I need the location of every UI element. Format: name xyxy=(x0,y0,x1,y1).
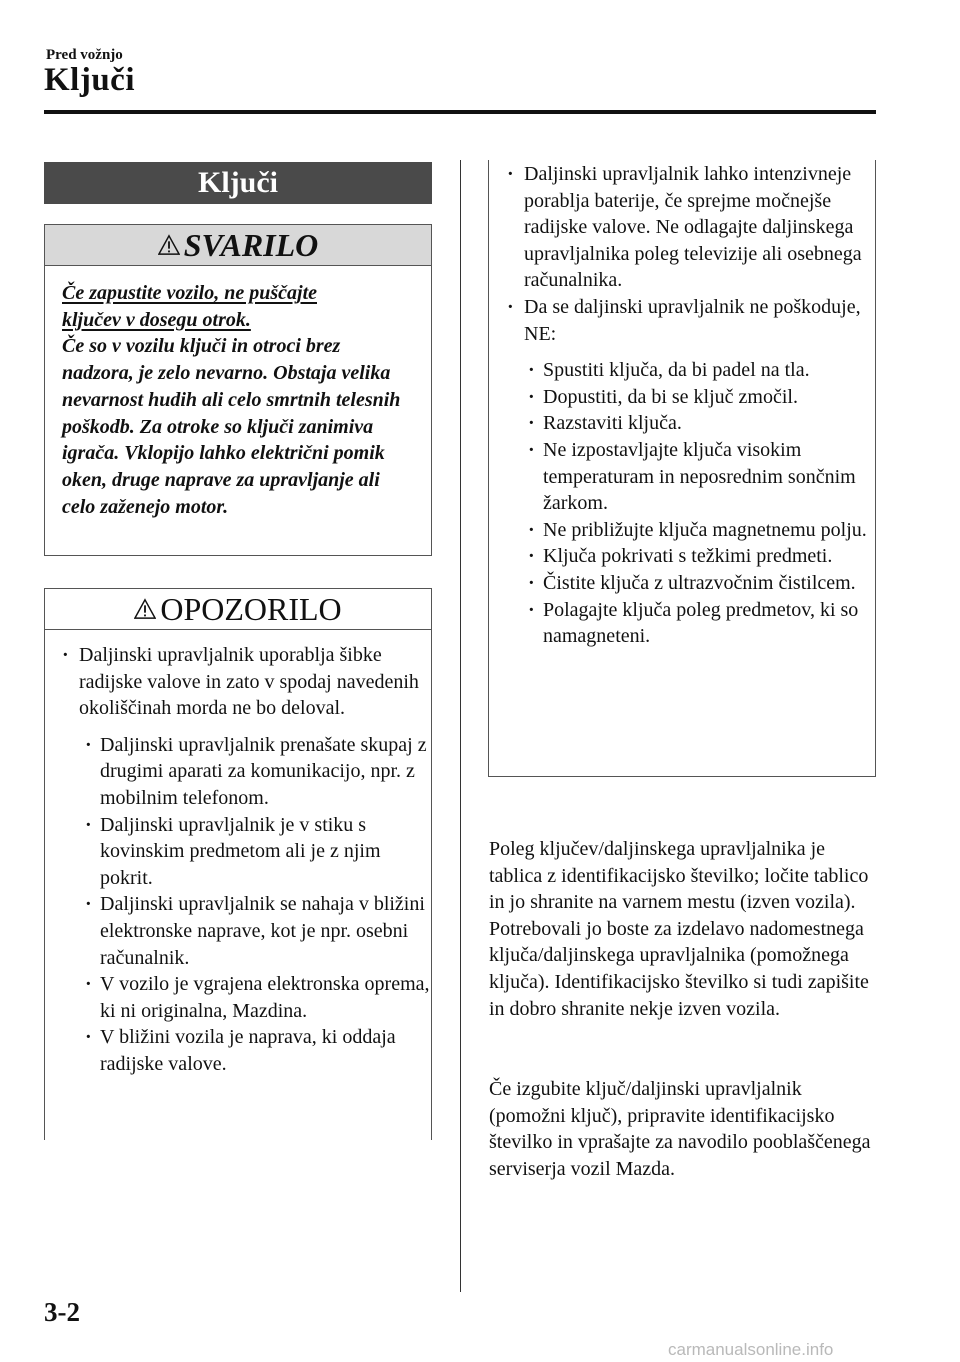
header-rule xyxy=(44,110,876,114)
caution-continued-box xyxy=(488,160,876,777)
page-heading: Ključi xyxy=(44,62,135,98)
warning-body xyxy=(45,266,431,520)
caution-bullet-list xyxy=(45,642,431,722)
list-item: · Polagajte ključa poleg predmetov, ki so namagneteni. xyxy=(489,597,875,650)
list-item: · Ne približujte ključa magnetnemu polju. xyxy=(489,517,875,544)
list-item: · Daljinski upravljalnik uporablja šibke radijske valove in zato v spodaj navedenih okoliščinah morda ne bo deloval. xyxy=(45,642,431,722)
warning-lead-line-2: ključev v dosegu otrok. xyxy=(62,308,251,331)
warning-header xyxy=(45,225,431,266)
section-label: Pred vožnjo xyxy=(46,47,123,63)
caution-continued-sub-bullet-list xyxy=(489,357,875,650)
page-number: 3-2 xyxy=(44,1297,80,1327)
caution-continued-bullet-list xyxy=(489,161,875,347)
warning-triangle-icon xyxy=(134,598,156,620)
caution-body xyxy=(45,630,431,1078)
caution-label: OPOZORILO xyxy=(160,591,342,627)
column-divider xyxy=(460,160,461,1292)
warning-label: SVARILO xyxy=(183,227,319,263)
caution-box xyxy=(44,588,432,1140)
list-item: · Da se daljinski upravljalnik ne poškoduje, NE: xyxy=(489,294,875,347)
section-title-banner: Ključi xyxy=(44,162,432,204)
warning-text: Če so v vozilu ključi in otroci brez nadzora, je zelo nevarno. Obstaja velika nevarnost hudih ali celo smrtnih telesnih poškodb. Za otroke so ključi zanimiva igrača. Vklopijo lahko električni pomik oken, druge naprave za upravljanje ali celo zaženejo motor. xyxy=(62,335,401,518)
list-item: · V bližini vozila je naprava, ki oddaja radijske valove. xyxy=(45,1024,431,1077)
list-item: · Čistite ključa z ultrazvočnim čistilcem. xyxy=(489,570,875,597)
list-item: · Spustiti ključa, da bi padel na tla. xyxy=(489,357,875,384)
list-item: · Daljinski upravljalnik lahko intenzivneje porablja baterije, če sprejme močnejše radijske valove. Ne odlagajte daljinskega upravljalnika poleg televizije ali osebnega računalnika. xyxy=(489,161,875,294)
warning-triangle-icon xyxy=(158,234,180,256)
list-item: · Daljinski upravljalnik se nahaja v bližini elektronske naprave, kot je npr. osebni računalnik. xyxy=(45,891,431,971)
caution-sub-bullet-list xyxy=(45,732,431,1078)
warning-lead-line-1: Če zapustite vozilo, ne puščajte xyxy=(62,282,317,304)
list-item: · Razstaviti ključa. xyxy=(489,410,875,437)
body-paragraph: Poleg ključev/daljinskega upravljalnika je tablica z identifikacijsko številko; ločite tablico in jo shranite na varnem mestu (izven vozila). Potrebovali jo boste za izdelavo nadomestnega ključa/daljinskega upravljalnika (pomožnega ključa). Identifikacijsko številko si tudi zapišite in dobro shranite nekje izven vozila. xyxy=(489,838,869,1020)
caution-header xyxy=(45,589,431,630)
list-item: · V vozilo je vgrajena elektronska oprema, ki ni originalna, Mazdina. xyxy=(45,971,431,1024)
list-item: · Daljinski upravljalnik je v stiku s kovinskim predmetom ali je z njim pokrit. xyxy=(45,812,431,892)
warning-box xyxy=(44,224,432,556)
list-item: · Daljinski upravljalnik prenašate skupaj z drugimi aparati za komunikacijo, npr. z mobilnim telefonom. xyxy=(45,732,431,812)
caution-continued-body xyxy=(489,160,875,650)
watermark: carmanualsonline.info xyxy=(668,1340,834,1359)
list-item: · Dopustiti, da bi se ključ zmočil. xyxy=(489,384,875,411)
list-item: · Ne izpostavljajte ključa visokim temperaturam in neposrednim sončnim žarkom. xyxy=(489,437,875,517)
body-paragraph: Če izgubite ključ/daljinski upravljalnik (pomožni ključ), pripravite identifikacijsko številko in vprašajte za navodilo pooblaščenega serviserja vozil Mazda. xyxy=(489,1078,871,1180)
list-item: · Ključa pokrivati s težkimi predmeti. xyxy=(489,543,875,570)
